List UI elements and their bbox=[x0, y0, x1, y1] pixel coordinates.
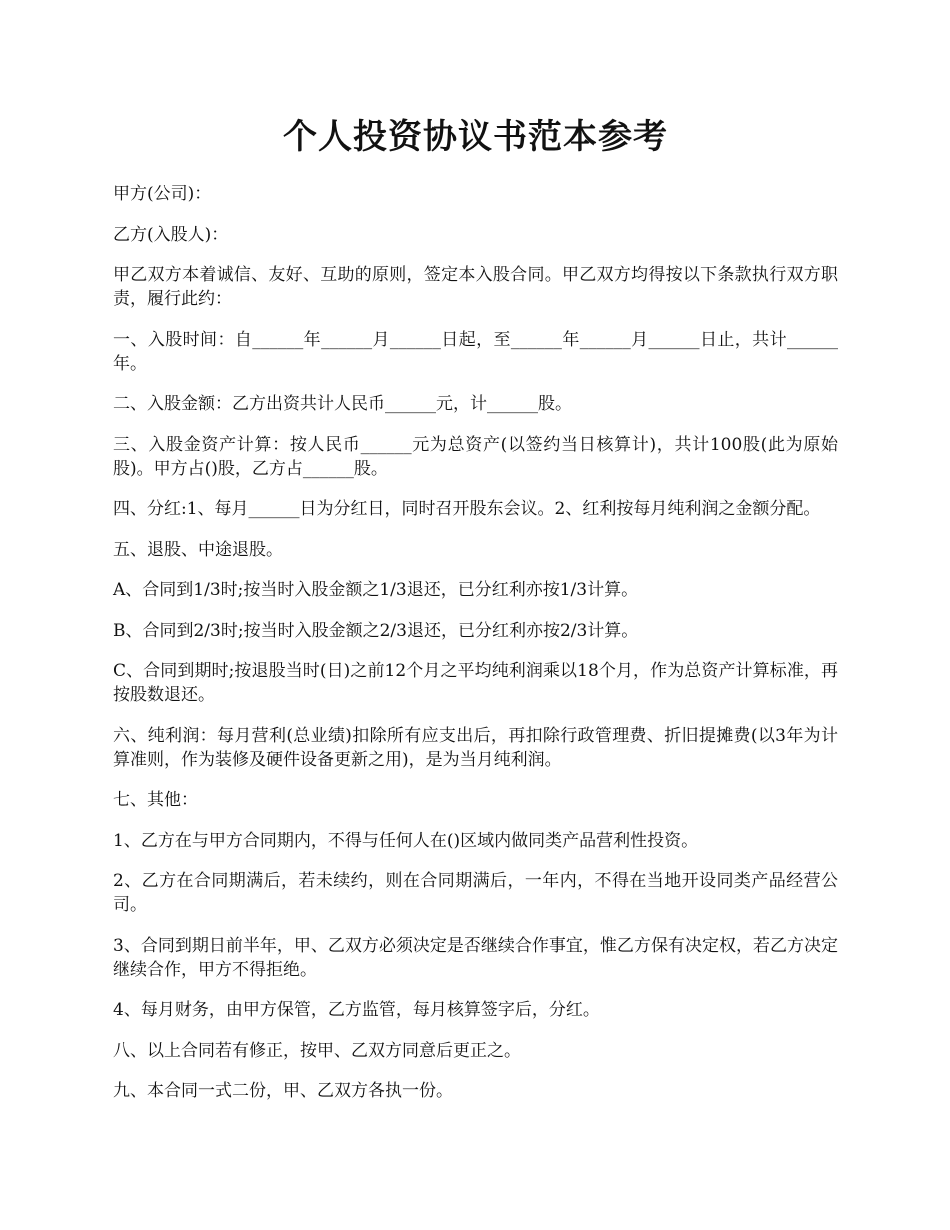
clause-1-investment-period: 一、入股时间：自______年______月______日起，至______年______月______日止，共计______年。 bbox=[113, 329, 838, 374]
clause-8-amendments: 八、以上合同若有修正，按甲、乙双方同意后更正之。 bbox=[113, 1040, 521, 1061]
clause-5-item-b: B、合同到2/3时;按当时入股金额之2/3退还，已分红利亦按2/3计算。 bbox=[113, 620, 639, 641]
party-b-line: 乙方(入股人)： bbox=[113, 224, 229, 245]
party-a-line: 甲方(公司)： bbox=[113, 184, 212, 204]
clause-3-asset-calculation: 三、入股金资产计算：按人民币______元为总资产(以签约当日核算计)，共计100股(此为原始股)。甲方占()股，乙方占______股。 bbox=[113, 434, 838, 479]
document-body bbox=[113, 182, 838, 1103]
clause-7-item-1: 1、乙方在与甲方合同期内，不得与任何人在()区域内做同类产品营利性投资。 bbox=[113, 830, 699, 851]
clause-2-investment-amount: 二、入股金额：乙方出资共计人民币______元，计______股。 bbox=[113, 394, 572, 414]
clause-7-other: 七、其他： bbox=[113, 790, 198, 810]
clause-6-net-profit: 六、纯利润：每月营利(总业绩)扣除所有应支出后，再扣除行政管理费、折旧提摊费(以3年为计算准则，作为装修及硬件设备更新之用)，是为当月纯利润。 bbox=[113, 725, 838, 770]
document-title: 个人投资协议书范本参考 bbox=[283, 117, 668, 157]
clause-4-dividends: 四、分红:1、每月______日为分红日，同时召开股东会议。2、红利按每月纯利润之金额分配。 bbox=[113, 499, 821, 519]
preamble-paragraph: 甲乙双方本着诚信、友好、互助的原则，签定本入股合同。甲乙双方均得按以下条款执行双方职责，履行此约： bbox=[113, 265, 838, 309]
clause-5-item-c: C、合同到期时;按退股当时(日)之前12个月之平均纯利润乘以18个月，作为总资产计算标准，再按股数退还。 bbox=[113, 661, 838, 705]
clause-7-item-2: 2、乙方在合同期满后，若未续约，则在合同期满后，一年内，不得在当地开设同类产品经营公司。 bbox=[113, 871, 838, 915]
clause-7-item-4: 4、每月财务，由甲方保管，乙方监管，每月核算签字后，分红。 bbox=[113, 1000, 600, 1020]
clause-5-withdrawal: 五、退股、中途退股。 bbox=[113, 539, 283, 560]
clause-5-item-a: A、合同到1/3时;按当时入股金额之1/3退还，已分红利亦按1/3计算。 bbox=[113, 580, 639, 600]
clause-7-item-3: 3、合同到期日前半年，甲、乙双方必须决定是否继续合作事宜，惟乙方保有决定权，若乙方决定继续合作，甲方不得拒绝。 bbox=[113, 935, 838, 980]
clause-9-copies: 九、本合同一式二份，甲、乙双方各执一份。 bbox=[113, 1081, 453, 1101]
